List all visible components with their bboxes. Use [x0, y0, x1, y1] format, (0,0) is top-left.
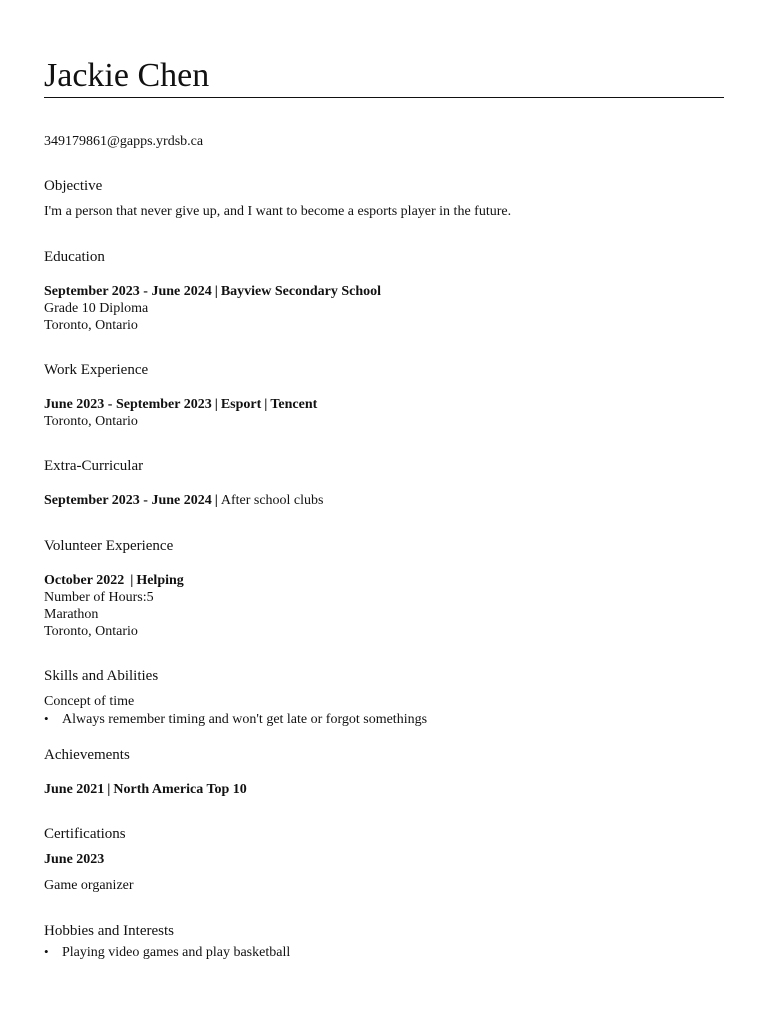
- certifications-heading: Certifications: [44, 826, 126, 842]
- volunteer-heading: Volunteer Experience: [44, 538, 174, 554]
- volunteer-role: Helping: [136, 573, 184, 588]
- work-company: Tencent: [270, 397, 318, 412]
- achievement-date: June 2021: [44, 782, 105, 797]
- separator: |: [214, 493, 218, 508]
- certification-date: June 2023: [44, 852, 105, 867]
- achievement-title: North America Top 10: [113, 782, 247, 797]
- skill-bullet-text: Always remember timing and won't get late or forgot somethings: [62, 712, 428, 727]
- volunteer-location: Toronto, Ontario: [44, 624, 138, 639]
- education-heading: Education: [44, 249, 105, 265]
- skill-bullet-item: [44, 710, 427, 728]
- objective-text: I'm a person that never give up, and I want to become a esports player in the future.: [44, 204, 512, 219]
- name-divider: [44, 97, 724, 98]
- work-dates: June 2023 - September 2023: [44, 397, 212, 412]
- education-location: Toronto, Ontario: [44, 318, 138, 333]
- hobby-bullet-item: [44, 943, 290, 961]
- skill-name: Concept of time: [44, 694, 135, 709]
- work-location: Toronto, Ontario: [44, 414, 138, 429]
- education-diploma: Grade 10 Diploma: [44, 301, 149, 316]
- objective-heading: Objective: [44, 178, 103, 194]
- extracurricular-heading: Extra-Curricular: [44, 458, 144, 474]
- volunteer-date: October 2022: [44, 573, 125, 588]
- education-school: Bayview Secondary School: [220, 284, 382, 299]
- work-heading: Work Experience: [44, 362, 149, 378]
- education-entry-title: [44, 283, 381, 300]
- work-entry-title: [44, 396, 317, 413]
- hobbies-heading: Hobbies and Interests: [44, 923, 174, 939]
- bullet-icon: •: [44, 711, 49, 726]
- extracurricular-activity: After school clubs: [220, 493, 324, 508]
- bullet-icon: •: [44, 944, 49, 959]
- separator: |: [214, 397, 218, 412]
- volunteer-hours: Number of Hours:5: [44, 590, 154, 605]
- email-address: 349179861@gapps.yrdsb.ca: [44, 134, 204, 149]
- work-role: Esport: [220, 397, 262, 412]
- achievements-heading: Achievements: [44, 747, 130, 763]
- certification-title: Game organizer: [44, 878, 134, 893]
- separator: |: [214, 284, 218, 299]
- separator: |: [130, 573, 134, 588]
- extracurricular-entry-title: [44, 492, 323, 509]
- education-dates: September 2023 - June 2024: [44, 284, 212, 299]
- separator: |: [107, 782, 111, 797]
- separator: |: [264, 397, 268, 412]
- resume-name: Jackie Chen: [44, 57, 210, 94]
- volunteer-event: Marathon: [44, 607, 99, 622]
- volunteer-entry-title: [44, 572, 184, 589]
- achievement-entry-title: [44, 781, 247, 798]
- skills-heading: Skills and Abilities: [44, 668, 159, 684]
- extracurricular-dates: September 2023 - June 2024: [44, 493, 212, 508]
- hobby-bullet-text: Playing video games and play basketball: [62, 945, 291, 960]
